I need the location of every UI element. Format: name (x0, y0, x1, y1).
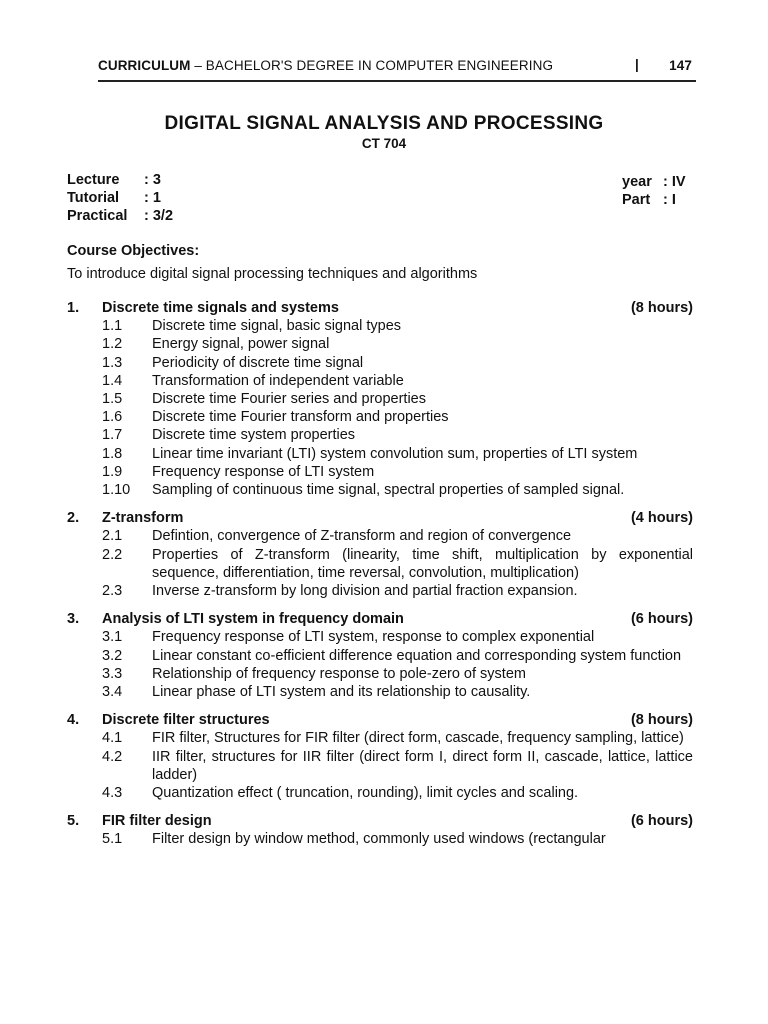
item-text: Frequency response of LTI system (152, 463, 375, 480)
list-item (67, 647, 693, 665)
syllabus-section (67, 299, 693, 499)
section-title: Analysis of LTI system in frequency domain (102, 611, 404, 628)
item-number: 1.2 (102, 336, 123, 353)
item-text: Defintion, convergence of Z-transform and region of convergence (152, 528, 572, 545)
item-number: 1.9 (102, 463, 123, 480)
item-number: 3.1 (102, 629, 123, 646)
section-title: FIR filter design (102, 813, 212, 830)
item-text: Filter design by window method, commonly used windows (rectangular (152, 831, 606, 848)
item-number: 5.1 (102, 831, 123, 848)
list-item (67, 408, 693, 426)
section-title: Discrete filter structures (102, 712, 270, 729)
item-text: FIR filter, Structures for FIR filter (direct form, cascade, frequency sampling, lattice) (152, 730, 684, 747)
item-text: Linear phase of LTI system and its relationship to causality. (152, 684, 531, 701)
running-header (98, 58, 694, 80)
item-number: 4.1 (102, 730, 123, 747)
meta-row (67, 171, 173, 189)
item-number: 1.5 (102, 391, 123, 408)
meta-row (67, 189, 173, 207)
item-number: 1.1 (102, 318, 123, 335)
list-item (67, 354, 693, 372)
section-hours: (4 hours) (630, 510, 693, 527)
teaching-hours (67, 171, 173, 225)
item-text: Energy signal, power signal (152, 336, 330, 353)
item-text: Discrete time system properties (152, 427, 356, 444)
section-number: 4. (67, 712, 80, 729)
list-item (67, 683, 693, 701)
item-number: 4.3 (102, 785, 123, 802)
list-item (67, 628, 693, 646)
item-text: Quantization effect ( truncation, rounding), limit cycles and scaling. (152, 785, 579, 802)
list-item (67, 527, 693, 545)
meta-label: year (622, 174, 652, 190)
header-curriculum: CURRICULUM (98, 58, 191, 73)
section-heading (67, 299, 693, 317)
item-number: 1.7 (102, 427, 123, 444)
item-number: 2.2 (102, 546, 123, 563)
list-item (67, 463, 693, 481)
item-number: 2.3 (102, 583, 123, 600)
item-text: Frequency response of LTI system, response to complex exponential (152, 629, 595, 646)
meta-label: Practical (67, 208, 128, 224)
list-item (67, 665, 693, 683)
syllabus-section (67, 711, 693, 802)
objectives-text: To introduce digital signal processing techniques and algorithms (67, 266, 478, 282)
item-number: 1.3 (102, 354, 123, 371)
header-rule (98, 80, 696, 82)
meta-value: : 1 (144, 190, 161, 206)
list-item (67, 445, 693, 463)
item-text: Transformation of independent variable (152, 372, 404, 389)
list-item (67, 372, 693, 390)
year-part (622, 173, 686, 209)
list-item (67, 748, 693, 784)
list-item (67, 335, 693, 353)
item-text: Discrete time Fourier transform and properties (152, 409, 449, 426)
section-hours: (8 hours) (630, 712, 693, 729)
list-item (67, 426, 693, 444)
meta-row (67, 207, 173, 225)
page-number: 147 (669, 58, 692, 73)
section-hours: (6 hours) (630, 813, 693, 830)
syllabus-section (67, 509, 693, 600)
item-text: Discrete time Fourier series and properties (152, 391, 426, 408)
meta-label: Lecture (67, 172, 120, 188)
list-item (67, 481, 693, 499)
section-heading (67, 812, 693, 830)
section-heading (67, 610, 693, 628)
item-text: IIR filter, structures for IIR filter (direct form I, direct form II, cascade, lattice, lattice ladder) (152, 748, 693, 783)
syllabus-section (67, 812, 693, 848)
meta-value: : 3 (144, 172, 161, 188)
item-number: 3.2 (102, 647, 123, 664)
item-number: 1.4 (102, 372, 123, 389)
list-item (67, 390, 693, 408)
syllabus-sections (67, 299, 693, 859)
item-text: Linear constant co-efficient difference equation and corresponding system function (152, 647, 682, 664)
item-number: 3.4 (102, 684, 123, 701)
item-number: 3.3 (102, 665, 123, 682)
header-separator: | (635, 57, 639, 72)
meta-row (622, 173, 686, 191)
item-text: Linear time invariant (LTI) system convolution sum, properties of LTI system (152, 445, 638, 462)
section-heading (67, 711, 693, 729)
section-title: Discrete time signals and systems (102, 300, 339, 316)
item-text: Inverse z-transform by long division and partial fraction expansion. (152, 583, 578, 600)
section-title: Z-transform (102, 510, 184, 527)
course-title: DIGITAL SIGNAL ANALYSIS AND PROCESSING (164, 113, 604, 134)
item-number: 4.2 (102, 748, 123, 765)
section-hours: (6 hours) (630, 611, 693, 628)
item-number: 2.1 (102, 528, 123, 545)
meta-row (622, 191, 686, 209)
meta-value: : I (663, 192, 676, 208)
meta-label: Tutorial (67, 190, 120, 206)
item-text: Sampling of continuous time signal, spectral properties of sampled signal. (152, 482, 625, 499)
item-number: 1.6 (102, 409, 123, 426)
list-item (67, 784, 693, 802)
section-hours: (8 hours) (630, 300, 693, 316)
list-item (67, 546, 693, 582)
list-item (67, 317, 693, 335)
item-text: Relationship of frequency response to pole-zero of system (152, 665, 526, 682)
meta-value: : IV (663, 174, 686, 190)
section-number: 2. (67, 510, 80, 527)
section-number: 3. (67, 611, 80, 628)
list-item (67, 830, 693, 848)
list-item (67, 729, 693, 747)
section-heading (67, 509, 693, 527)
syllabus-section (67, 610, 693, 701)
objectives-heading: Course Objectives: (67, 243, 200, 259)
item-text: Discrete time signal, basic signal types (152, 318, 402, 335)
item-text: Properties of Z-transform (linearity, time shift, multiplication by exponential sequence, differentiation, time reversal, convolution, multiplication) (152, 546, 693, 581)
meta-value: : 3/2 (144, 208, 174, 224)
section-number: 5. (67, 813, 80, 830)
item-number: 1.8 (102, 445, 123, 462)
item-number: 1.10 (102, 482, 131, 499)
section-number: 1. (67, 300, 80, 316)
list-item (67, 582, 693, 600)
item-text: Periodicity of discrete time signal (152, 354, 364, 371)
header-subtitle: – BACHELOR'S DEGREE IN COMPUTER ENGINEERING (190, 58, 554, 73)
course-code: CT 704 (361, 136, 407, 151)
meta-label: Part (622, 192, 651, 208)
